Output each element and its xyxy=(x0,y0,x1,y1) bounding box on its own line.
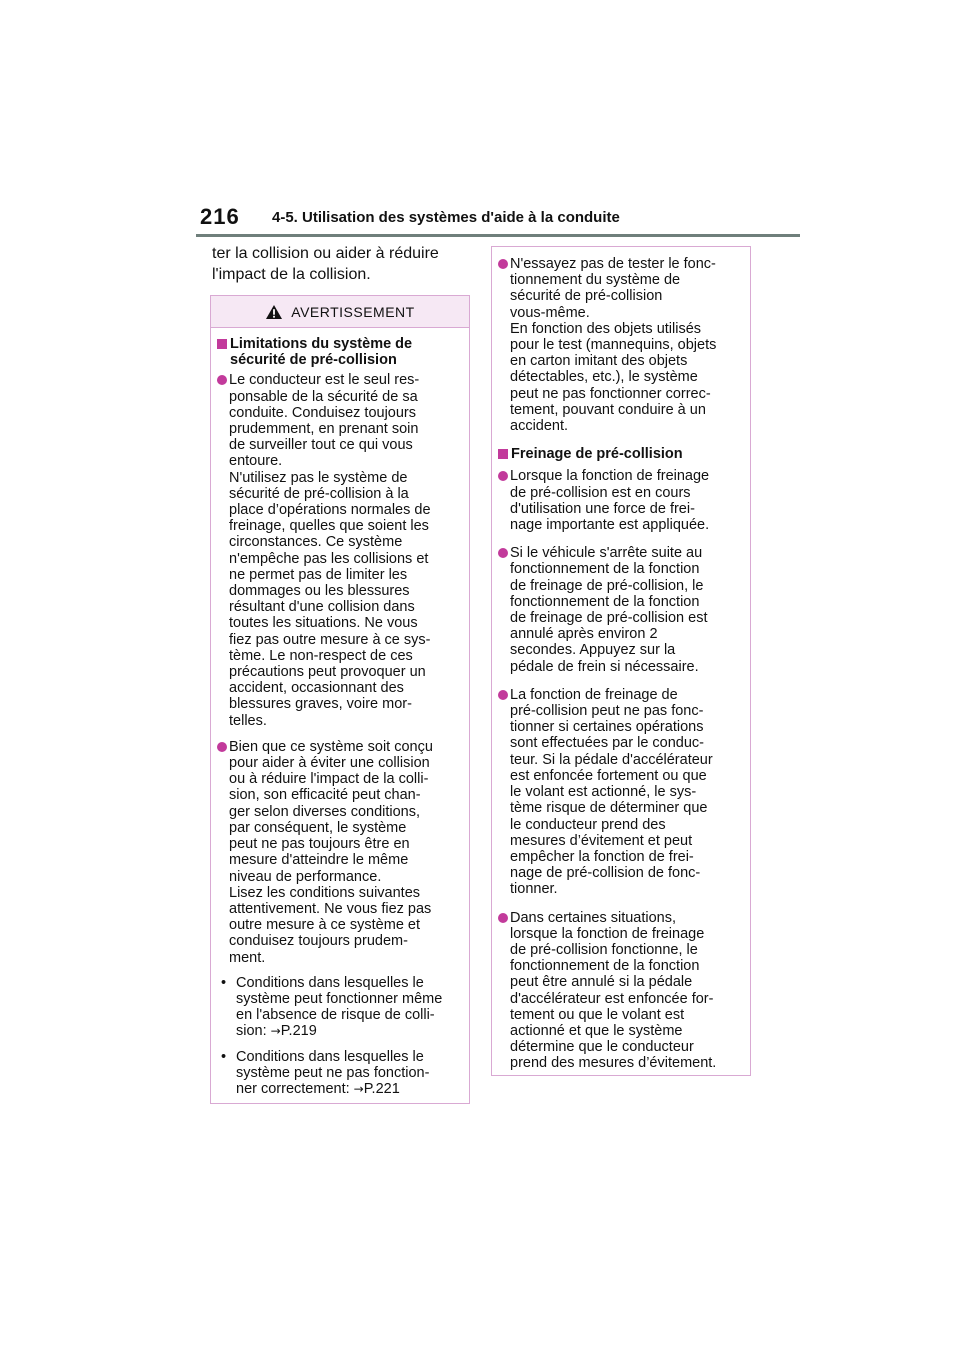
intro-text xyxy=(212,243,472,285)
text-line: précautions peut provoquer un xyxy=(229,664,426,681)
text-line: nage importante est appliquée. xyxy=(510,517,710,534)
warning-paragraph xyxy=(498,256,750,434)
text-line: mesure d'atteindre le même xyxy=(229,852,409,869)
text-line: dommages ou les blessures xyxy=(229,583,410,600)
intro-line: l'impact de la collision. xyxy=(212,266,371,283)
text-line: ponsable de la sécurité de sa xyxy=(229,388,418,405)
page-header xyxy=(196,204,800,238)
text-line: accident, occasionnant des xyxy=(229,680,404,697)
text-line: d'accélérateur est enfoncée for- xyxy=(510,990,714,1007)
bullet-icon: • xyxy=(221,974,227,991)
square-bullet-icon xyxy=(217,339,227,349)
text-line: conduisez toujours prudem- xyxy=(229,933,408,950)
text-line: attentivement. Ne vous fiez pas xyxy=(229,900,432,917)
text-line: lorsque la fonction de freinage xyxy=(510,925,705,942)
page-reference-link[interactable]: P.221 xyxy=(363,1080,400,1097)
header-divider xyxy=(196,234,800,237)
text-line: détectables, etc.), le système xyxy=(510,369,698,386)
text-line: n'empêche pas les collisions et xyxy=(229,550,429,567)
text-line: sion, son efficacité peut chan- xyxy=(229,787,421,804)
warning-paragraph xyxy=(217,372,469,728)
text-line: conduite. Conduisez toujours xyxy=(229,404,417,421)
text-line: de pré-collision est en cours xyxy=(510,484,691,501)
text-line: détermine que le conducteur xyxy=(510,1039,694,1056)
text-line: tionner si certaines opérations xyxy=(510,719,704,736)
warning-box-right xyxy=(491,246,751,1076)
text-line: de pré-collision fonctionne, le xyxy=(510,941,698,958)
text-line: annulé après environ 2 xyxy=(510,626,658,643)
text-line: par conséquent, le système xyxy=(229,819,407,836)
section-title: 4-5. Utilisation des systèmes d'aide à la conduite xyxy=(272,209,620,226)
text-line: N'utilisez pas le système de xyxy=(229,469,408,486)
warning-box-left xyxy=(210,295,470,1104)
text-line: fonctionnement de la fonction xyxy=(510,958,700,975)
condition-item: • Conditions dans lesquelles le système peut ne pas fonction- ner correctement: →P.221 xyxy=(221,1048,430,1097)
text-line: fiez pas outre mesure à ce sys- xyxy=(229,631,431,648)
text-line: niveau de performance. xyxy=(229,868,382,885)
text-line: peut ne pas toujours être en xyxy=(229,836,410,853)
text-line: freinage, quelles que soient les xyxy=(229,518,429,535)
text-line: fonctionnement de la fonction xyxy=(510,561,700,578)
text-line: résultant d'une collision dans xyxy=(229,599,415,616)
text-line: sécurité de pré-collision à la xyxy=(229,485,409,502)
section-heading: Limitations du système de sécurité de pré-collision xyxy=(217,336,469,368)
text-line: tionner. xyxy=(510,881,558,898)
text-line: nage de pré-collision de fonc- xyxy=(510,865,701,882)
text-line: teur. Si la pédale d'accélérateur xyxy=(510,751,713,768)
text-line: tème risque de déterminer que xyxy=(510,800,708,817)
text-line: tement ou que le volant est xyxy=(510,1006,685,1023)
text-line: sont effectuées par le conduc- xyxy=(510,735,704,752)
text-line: est enfoncée fortement ou que xyxy=(510,767,707,784)
text-line: Lorsque la fonction de freinage xyxy=(510,468,710,485)
text-line: tement, pouvant conduire à un xyxy=(510,401,706,418)
text-line: accident. xyxy=(510,418,569,435)
text-line: pour le test (mannequins, objets xyxy=(510,337,717,354)
text-line: Bien que ce système soit conçu xyxy=(229,738,433,755)
text-line: peut ne pas fonctionner correc- xyxy=(510,385,711,402)
text-line: ou à réduire l'impact de la colli- xyxy=(229,771,429,788)
text-line: de surveiller tout ce qui vous xyxy=(229,437,413,454)
text-line: Si le véhicule s'arrête suite au xyxy=(510,545,703,562)
text-line: entoure. xyxy=(229,453,283,470)
intro-line: ter la collision ou aider à réduire xyxy=(212,245,439,262)
text-line: tème. Le non-respect de ces xyxy=(229,647,413,664)
warning-title: AVERTISSEMENT xyxy=(291,303,415,320)
text-line: outre mesure à ce système et xyxy=(229,917,420,934)
text-line: sécurité de pré-collision xyxy=(510,288,663,305)
text-line: tionnement du système de xyxy=(510,272,681,289)
text-line: mesures d’évitement et peut xyxy=(510,832,693,849)
text-line: Lisez les conditions suivantes xyxy=(229,884,421,901)
text-line: empêcher la fonction de frei- xyxy=(510,848,694,865)
text-line: secondes. Appuyez sur la xyxy=(510,642,676,659)
round-bullet-icon xyxy=(498,548,508,558)
warning-content-left xyxy=(211,328,469,1097)
warning-paragraph xyxy=(498,910,750,1072)
text-line: ger selon diverses conditions, xyxy=(229,803,421,820)
condition-item: • Conditions dans lesquelles le système peut fonctionner même en l'absence de risque de colli- sion: →P.219 xyxy=(221,974,443,1040)
text-line: telles. xyxy=(229,712,267,729)
text-line: de freinage de pré-collision, le xyxy=(510,577,704,594)
text-line: de freinage de pré-collision est xyxy=(510,610,708,627)
section-heading: Freinage de pré-collision xyxy=(498,446,750,462)
text-line: circonstances. Ce système xyxy=(229,534,403,551)
text-line: fonctionnement de la fonction xyxy=(510,593,700,610)
text-line: prudemment, en prenant soin xyxy=(229,421,419,438)
text-line: pour aider à éviter une collision xyxy=(229,755,430,772)
text-line: le conducteur prend des xyxy=(510,816,666,833)
warning-paragraph xyxy=(498,687,750,898)
text-line: vous-même. xyxy=(510,304,590,321)
text-line: ment. xyxy=(229,949,266,966)
text-line: Dans certaines situations, xyxy=(510,909,677,926)
text-line: blessures graves, voire mor- xyxy=(229,696,412,713)
round-bullet-icon xyxy=(498,913,508,923)
round-bullet-icon xyxy=(498,471,508,481)
text-line: actionné et que le système xyxy=(510,1022,683,1039)
text-line: le volant est actionné, le sys- xyxy=(510,784,697,801)
arrow-right-icon: → xyxy=(270,1024,281,1039)
text-line: pédale de frein si nécessaire. xyxy=(510,658,699,675)
round-bullet-icon xyxy=(498,690,508,700)
round-bullet-icon xyxy=(217,742,227,752)
page-number: 216 xyxy=(200,204,240,229)
warning-header xyxy=(211,296,469,328)
round-bullet-icon xyxy=(498,259,508,269)
text-line: toutes les situations. Ne vous xyxy=(229,615,418,632)
arrow-right-icon: → xyxy=(353,1081,364,1096)
text-line: pré-collision peut ne pas fonc- xyxy=(510,703,704,720)
warning-content-right xyxy=(492,247,750,1072)
text-line: place d’opérations normales de xyxy=(229,502,431,519)
text-line: prend des mesures d’évitement. xyxy=(510,1055,717,1072)
round-bullet-icon xyxy=(217,375,227,385)
square-bullet-icon xyxy=(498,449,508,459)
text-line: En fonction des objets utilisés xyxy=(510,320,702,337)
warning-paragraph xyxy=(498,545,750,675)
bullet-icon: • xyxy=(221,1048,227,1065)
text-line: d'utilisation une force de frei- xyxy=(510,500,695,517)
warning-paragraph xyxy=(217,739,469,966)
text-line: en carton imitant des objets xyxy=(510,353,688,370)
text-line: N'essayez pas de tester le fonc- xyxy=(510,256,716,272)
warning-triangle-icon xyxy=(265,304,283,320)
warning-paragraph xyxy=(498,468,750,533)
text-line: Le conducteur est le seul res- xyxy=(229,372,420,389)
text-line: peut être annulé si la pédale xyxy=(510,974,693,991)
text-line: ne permet pas de limiter les xyxy=(229,566,408,583)
page-reference-link[interactable]: P.219 xyxy=(280,1023,317,1040)
text-line: La fonction de freinage de xyxy=(510,686,678,703)
